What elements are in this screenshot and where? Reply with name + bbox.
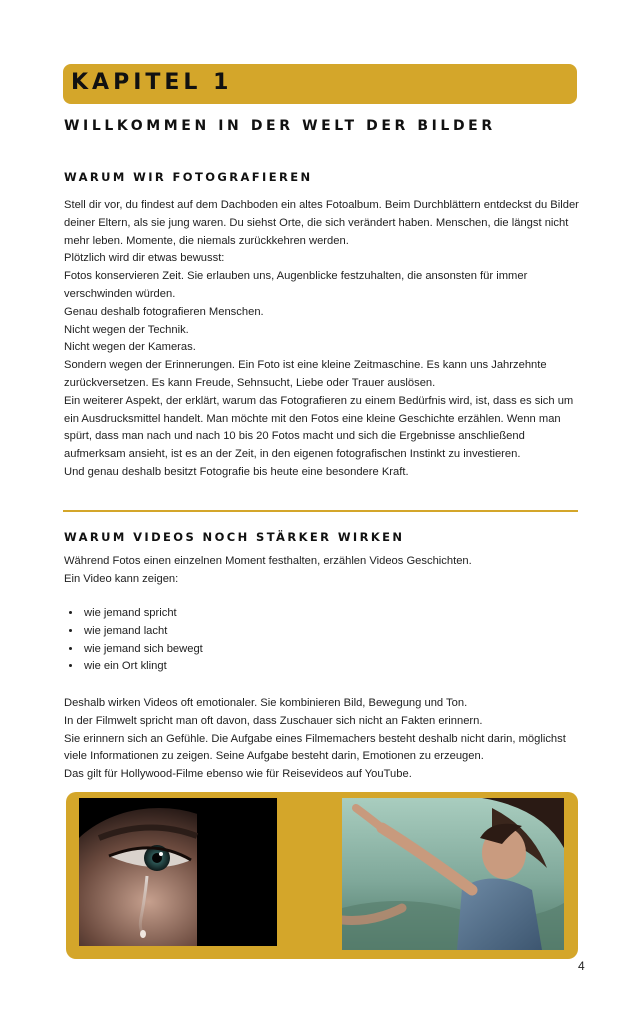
paragraph: Genau deshalb fotografieren Menschen. bbox=[64, 305, 264, 318]
paragraph: Plötzlich wird dir etwas bewusst: bbox=[64, 252, 225, 265]
list-item: • wie jemand lacht bbox=[82, 623, 203, 641]
paragraph: Nicht wegen der Technik. bbox=[64, 323, 189, 336]
list-item: • wie ein Ort klingt bbox=[82, 658, 203, 676]
eye-tear-photo bbox=[79, 798, 277, 946]
chapter-banner bbox=[63, 64, 577, 104]
paragraph: Ein Video kann zeigen: bbox=[64, 572, 179, 585]
paragraph: Das gilt für Hollywood-Filme ebenso wie für Reisevideos auf YouTube. bbox=[64, 768, 412, 781]
paragraph: Fotos konservieren Zeit. Sie erlauben uns, Augenblicke festzuhalten, die ansonsten für immer verschwinden würden. bbox=[64, 270, 528, 300]
paragraph: Und genau deshalb besitzt Fotografie bis heute eine besondere Kraft. bbox=[64, 465, 409, 478]
paragraph: In der Filmwelt spricht man oft davon, dass Zuschauer sich nicht an Fakten erinnern. bbox=[64, 714, 483, 727]
paragraph: Deshalb wirken Videos oft emotionaler. Sie kombinieren Bild, Bewegung und Ton. bbox=[64, 697, 468, 709]
section-body-photography bbox=[64, 197, 580, 482]
section-heading-videos: WARUM VIDEOS NOCH STÄRKER WIRKEN bbox=[64, 530, 405, 544]
list-item: • wie jemand sich bewegt bbox=[82, 641, 203, 659]
paragraph: Ein weiterer Aspekt, der erklärt, warum das Fotografieren zu einem Bedürfnis wird, ist, dass es sich um ein Ausdrucksmittel handelt. Man möchte mit den Fotos eine kleine Geschichte erzählen. Wenn man spürt, dass man nach und nach 10 bis 20 Fotos macht und sich die Ergebnisse anschließend aufmerksam ansieht, ist es an der Zeit, in den eigenen fotografischen Instinkt zu investieren. bbox=[64, 394, 574, 461]
section-heading-photography: WARUM WIR FOTOGRAFIEREN bbox=[64, 170, 313, 184]
page-number: 4 bbox=[578, 959, 585, 973]
image-panel bbox=[66, 792, 578, 959]
bullet-list bbox=[64, 605, 203, 676]
section-intro-videos bbox=[64, 553, 580, 589]
section-outro-videos bbox=[64, 695, 580, 784]
chapter-title: KAPITEL 1 bbox=[71, 70, 233, 95]
paragraph: Stell dir vor, du findest auf dem Dachboden ein altes Fotoalbum. Beim Durchblättern entdeckst du Bilder deiner Eltern, als sie jung waren. Du siehst Orte, die sich verändert haben. Menschen, die längst nicht mehr leben. Momente, die niemals zurückkehren werden. bbox=[64, 199, 579, 247]
paragraph: Nicht wegen der Kameras. bbox=[64, 341, 196, 354]
page-title: WILLKOMMEN IN DER WELT DER BILDER bbox=[64, 118, 496, 134]
joyful-woman-photo bbox=[342, 798, 564, 950]
paragraph: Während Fotos einen einzelnen Moment festhalten, erzählen Videos Geschichten. bbox=[64, 555, 472, 567]
list-item: • wie jemand spricht bbox=[82, 605, 203, 623]
paragraph: Sondern wegen der Erinnerungen. Ein Foto ist eine kleine Zeitmaschine. Es kann uns Jahrzehnte zurückversetzen. Es kann Freude, Sehnsucht, Liebe oder Trauer auslösen. bbox=[64, 359, 547, 389]
section-divider bbox=[63, 510, 578, 512]
paragraph: Sie erinnern sich an Gefühle. Die Aufgabe eines Filmemachers besteht deshalb nicht darin, möglichst viele Informationen zu zeigen. Seine Aufgabe besteht darin, Emotionen zu erzeugen. bbox=[64, 732, 566, 763]
